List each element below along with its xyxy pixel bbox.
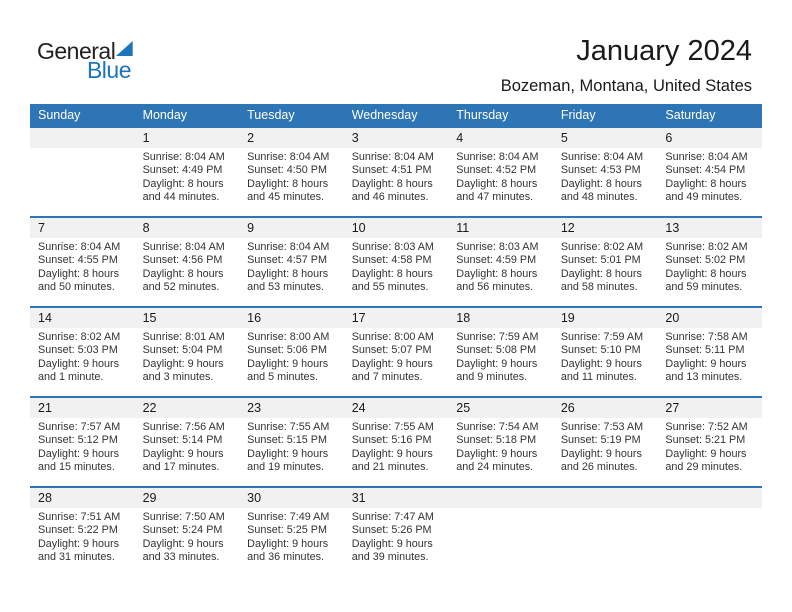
day-number: 22 — [135, 398, 240, 418]
day-number: 3 — [344, 128, 449, 148]
day-details — [135, 328, 240, 385]
day-cell — [30, 488, 135, 576]
day-number: 1 — [135, 128, 240, 148]
day-cell — [239, 308, 344, 396]
day-number: 24 — [344, 398, 449, 418]
daylight-text: Daylight: 9 hours and 26 minutes. — [560, 447, 642, 474]
daylight-text: Daylight: 8 hours and 45 minutes. — [247, 177, 329, 204]
sunrise-text: Sunrise: 7:51 AM — [38, 511, 121, 523]
sunrise-text: Sunrise: 7:52 AM — [665, 421, 748, 433]
day-number: 30 — [239, 488, 344, 508]
weekday-header-cell: Sunday — [38, 108, 81, 122]
weekday-header-cell: Thursday — [456, 108, 509, 122]
sunrise-text: Sunrise: 7:53 AM — [560, 421, 644, 433]
daylight-text: Daylight: 9 hours and 33 minutes. — [142, 537, 224, 564]
title-block — [501, 36, 752, 97]
weekday-header-cell: Tuesday — [247, 108, 295, 122]
weekday-header-row — [30, 104, 762, 126]
day-cell — [135, 128, 240, 216]
day-details — [553, 418, 658, 475]
day-details — [30, 238, 135, 295]
daylight-text: Daylight: 8 hours and 48 minutes. — [560, 177, 642, 204]
sunset-text: Sunset: 4:56 PM — [142, 254, 223, 267]
daylight-text: Daylight: 8 hours and 47 minutes. — [456, 177, 538, 204]
daylight-text: Daylight: 9 hours and 31 minutes. — [38, 537, 120, 564]
logo-text-blue: Blue — [86, 57, 131, 83]
daylight-text: Daylight: 9 hours and 15 minutes. — [38, 447, 120, 474]
sunset-text: Sunset: 5:15 PM — [247, 434, 327, 447]
sunset-text: Sunset: 5:01 PM — [560, 254, 641, 267]
daylight-text: Daylight: 8 hours and 49 minutes. — [665, 177, 747, 204]
sunrise-text: Sunrise: 7:55 AM — [351, 421, 434, 433]
sunrise-text: Sunrise: 8:04 AM — [247, 241, 330, 253]
day-details — [135, 148, 240, 205]
sunrise-text: Sunrise: 7:59 AM — [560, 331, 644, 343]
sunset-text: Sunset: 4:57 PM — [247, 254, 327, 267]
sunset-text: Sunset: 4:52 PM — [456, 164, 537, 177]
day-cell — [239, 398, 344, 486]
day-cell — [344, 128, 449, 216]
day-cell — [239, 128, 344, 216]
day-number: 16 — [239, 308, 344, 328]
sunrise-text: Sunrise: 8:04 AM — [351, 151, 434, 163]
day-details — [344, 148, 449, 205]
daylight-text: Daylight: 8 hours and 58 minutes. — [560, 267, 642, 294]
day-cell — [135, 308, 240, 396]
weekday-header-cell: Wednesday — [351, 108, 418, 122]
day-number: 23 — [239, 398, 344, 418]
daylight-text: Daylight: 8 hours and 44 minutes. — [142, 177, 224, 204]
sunrise-text: Sunrise: 8:03 AM — [456, 241, 539, 253]
sunrise-text: Sunrise: 8:04 AM — [142, 241, 225, 253]
sunrise-text: Sunrise: 7:55 AM — [247, 421, 330, 433]
day-details — [448, 148, 553, 205]
day-cell — [448, 308, 553, 396]
day-number: 4 — [448, 128, 553, 148]
day-details — [239, 148, 344, 205]
day-cell — [135, 488, 240, 576]
sunrise-text: Sunrise: 8:04 AM — [142, 151, 225, 163]
day-details — [553, 238, 658, 295]
sunrise-text: Sunrise: 8:02 AM — [38, 331, 121, 343]
sunrise-text: Sunrise: 7:47 AM — [351, 511, 434, 523]
day-details — [657, 148, 762, 205]
day-cell — [30, 398, 135, 486]
day-details — [657, 328, 762, 385]
daylight-text: Daylight: 9 hours and 13 minutes. — [665, 357, 747, 384]
day-details — [135, 508, 240, 565]
day-details — [30, 418, 135, 475]
sunset-text: Sunset: 5:19 PM — [560, 434, 641, 447]
day-cell — [448, 218, 553, 306]
sunrise-text: Sunrise: 8:00 AM — [247, 331, 330, 343]
sunset-text: Sunset: 5:25 PM — [247, 524, 327, 537]
sunset-text: Sunset: 5:02 PM — [665, 254, 746, 267]
day-cell — [657, 128, 762, 216]
day-number — [553, 488, 658, 508]
day-cell — [448, 128, 553, 216]
weekday-header-cell: Friday — [560, 108, 596, 122]
sunset-text: Sunset: 5:08 PM — [456, 344, 537, 357]
general-blue-logo — [37, 40, 133, 82]
day-number: 9 — [239, 218, 344, 238]
daylight-text: Daylight: 9 hours and 24 minutes. — [456, 447, 538, 474]
sunrise-text: Sunrise: 7:54 AM — [456, 421, 539, 433]
daylight-text: Daylight: 8 hours and 59 minutes. — [665, 267, 747, 294]
day-details — [657, 418, 762, 475]
daylight-text: Daylight: 9 hours and 7 minutes. — [351, 357, 433, 384]
page-subtitle: Bozeman, Montana, United States — [500, 76, 752, 95]
daylight-text: Daylight: 9 hours and 19 minutes. — [247, 447, 329, 474]
daylight-text: Daylight: 8 hours and 53 minutes. — [247, 267, 329, 294]
day-number: 31 — [344, 488, 449, 508]
day-cell — [657, 308, 762, 396]
sunrise-text: Sunrise: 8:03 AM — [351, 241, 434, 253]
day-number: 7 — [30, 218, 135, 238]
sunset-text: Sunset: 5:22 PM — [38, 524, 118, 537]
sunrise-text: Sunrise: 8:04 AM — [665, 151, 748, 163]
sunset-text: Sunset: 5:26 PM — [351, 524, 432, 537]
day-number: 11 — [448, 218, 553, 238]
week-row — [30, 126, 762, 216]
day-details — [344, 328, 449, 385]
day-details — [30, 508, 135, 565]
sunset-text: Sunset: 5:07 PM — [351, 344, 432, 357]
sunrise-text: Sunrise: 8:00 AM — [351, 331, 434, 343]
day-number: 29 — [135, 488, 240, 508]
logo-text-general: General — [37, 38, 116, 64]
sunset-text: Sunset: 4:50 PM — [247, 164, 327, 177]
day-details — [344, 418, 449, 475]
day-number — [30, 128, 135, 148]
daylight-text: Daylight: 9 hours and 36 minutes. — [247, 537, 329, 564]
sunset-text: Sunset: 5:12 PM — [38, 434, 118, 447]
sunset-text: Sunset: 4:59 PM — [456, 254, 537, 267]
sunset-text: Sunset: 4:54 PM — [665, 164, 746, 177]
day-cell — [135, 398, 240, 486]
day-cell — [448, 488, 553, 576]
sunrise-text: Sunrise: 7:57 AM — [38, 421, 121, 433]
day-details — [553, 508, 658, 511]
day-details — [448, 238, 553, 295]
daylight-text: Daylight: 9 hours and 21 minutes. — [351, 447, 433, 474]
day-number: 14 — [30, 308, 135, 328]
logo-triangle-icon — [116, 41, 133, 56]
daylight-text: Daylight: 8 hours and 50 minutes. — [38, 267, 120, 294]
day-number: 26 — [553, 398, 658, 418]
weekday-header-cell: Monday — [142, 108, 188, 122]
weekday-header-cell: Saturday — [665, 108, 716, 122]
sunset-text: Sunset: 5:18 PM — [456, 434, 537, 447]
daylight-text: Daylight: 8 hours and 55 minutes. — [351, 267, 433, 294]
day-details — [553, 328, 658, 385]
day-number: 18 — [448, 308, 553, 328]
sunset-text: Sunset: 5:06 PM — [247, 344, 327, 357]
day-details — [657, 238, 762, 295]
sunset-text: Sunset: 5:16 PM — [351, 434, 432, 447]
daylight-text: Daylight: 9 hours and 11 minutes. — [560, 357, 642, 384]
calendar-weeks — [30, 126, 762, 576]
day-number: 28 — [30, 488, 135, 508]
day-details — [239, 328, 344, 385]
day-cell — [344, 308, 449, 396]
day-cell — [344, 398, 449, 486]
page-title: January 2024 — [576, 35, 752, 67]
day-number: 25 — [448, 398, 553, 418]
day-number: 17 — [344, 308, 449, 328]
day-number: 27 — [657, 398, 762, 418]
sunrise-text: Sunrise: 7:59 AM — [456, 331, 539, 343]
day-cell — [553, 308, 658, 396]
sunset-text: Sunset: 5:14 PM — [142, 434, 223, 447]
daylight-text: Daylight: 9 hours and 5 minutes. — [247, 357, 329, 384]
calendar-table — [30, 104, 762, 576]
week-row — [30, 216, 762, 306]
day-number: 6 — [657, 128, 762, 148]
daylight-text: Daylight: 8 hours and 46 minutes. — [351, 177, 433, 204]
sunrise-text: Sunrise: 7:49 AM — [247, 511, 330, 523]
day-details — [30, 148, 135, 151]
day-cell — [30, 218, 135, 306]
day-details — [448, 508, 553, 511]
day-number: 19 — [553, 308, 658, 328]
day-details — [344, 238, 449, 295]
day-cell — [344, 488, 449, 576]
week-row — [30, 486, 762, 576]
day-cell — [553, 488, 658, 576]
day-details — [135, 418, 240, 475]
day-cell — [239, 488, 344, 576]
sunset-text: Sunset: 5:24 PM — [142, 524, 223, 537]
day-details — [657, 508, 762, 511]
daylight-text: Daylight: 9 hours and 39 minutes. — [351, 537, 433, 564]
day-cell — [657, 398, 762, 486]
day-number: 2 — [239, 128, 344, 148]
day-details — [239, 508, 344, 565]
day-cell — [135, 218, 240, 306]
sunrise-text: Sunrise: 7:58 AM — [665, 331, 748, 343]
day-number: 10 — [344, 218, 449, 238]
day-cell — [30, 128, 135, 216]
day-cell — [553, 398, 658, 486]
day-cell — [553, 128, 658, 216]
sunrise-text: Sunrise: 7:50 AM — [142, 511, 225, 523]
day-number — [657, 488, 762, 508]
sunset-text: Sunset: 4:49 PM — [142, 164, 223, 177]
day-details — [448, 418, 553, 475]
day-number: 21 — [30, 398, 135, 418]
day-details — [344, 508, 449, 565]
sunset-text: Sunset: 5:10 PM — [560, 344, 641, 357]
day-details — [239, 238, 344, 295]
daylight-text: Daylight: 9 hours and 3 minutes. — [142, 357, 224, 384]
sunset-text: Sunset: 4:55 PM — [38, 254, 118, 267]
sunrise-text: Sunrise: 7:56 AM — [142, 421, 225, 433]
day-number: 5 — [553, 128, 658, 148]
sunrise-text: Sunrise: 8:02 AM — [665, 241, 748, 253]
day-cell — [239, 218, 344, 306]
sunset-text: Sunset: 4:58 PM — [351, 254, 432, 267]
sunrise-text: Sunrise: 8:04 AM — [560, 151, 644, 163]
day-number: 8 — [135, 218, 240, 238]
day-cell — [657, 488, 762, 576]
day-cell — [344, 218, 449, 306]
week-row — [30, 396, 762, 486]
day-number — [448, 488, 553, 508]
sunrise-text: Sunrise: 8:01 AM — [142, 331, 225, 343]
sunset-text: Sunset: 5:03 PM — [38, 344, 118, 357]
sunrise-text: Sunrise: 8:02 AM — [560, 241, 644, 253]
day-cell — [448, 398, 553, 486]
day-cell — [657, 218, 762, 306]
day-details — [30, 328, 135, 385]
sunset-text: Sunset: 4:51 PM — [351, 164, 432, 177]
day-details — [239, 418, 344, 475]
day-details — [135, 238, 240, 295]
sunset-text: Sunset: 4:53 PM — [560, 164, 641, 177]
daylight-text: Daylight: 9 hours and 1 minute. — [38, 357, 120, 384]
daylight-text: Daylight: 9 hours and 17 minutes. — [142, 447, 224, 474]
day-number: 15 — [135, 308, 240, 328]
sunset-text: Sunset: 5:21 PM — [665, 434, 746, 447]
daylight-text: Daylight: 8 hours and 56 minutes. — [456, 267, 538, 294]
sunset-text: Sunset: 5:11 PM — [665, 344, 745, 357]
daylight-text: Daylight: 8 hours and 52 minutes. — [142, 267, 224, 294]
day-cell — [30, 308, 135, 396]
sunrise-text: Sunrise: 8:04 AM — [38, 241, 121, 253]
sunset-text: Sunset: 5:04 PM — [142, 344, 223, 357]
sunrise-text: Sunrise: 8:04 AM — [456, 151, 539, 163]
day-number: 20 — [657, 308, 762, 328]
week-row — [30, 306, 762, 396]
day-cell — [553, 218, 658, 306]
day-number: 12 — [553, 218, 658, 238]
day-number: 13 — [657, 218, 762, 238]
daylight-text: Daylight: 9 hours and 29 minutes. — [665, 447, 747, 474]
day-details — [448, 328, 553, 385]
sunrise-text: Sunrise: 8:04 AM — [247, 151, 330, 163]
day-details — [553, 148, 658, 205]
daylight-text: Daylight: 9 hours and 9 minutes. — [456, 357, 538, 384]
